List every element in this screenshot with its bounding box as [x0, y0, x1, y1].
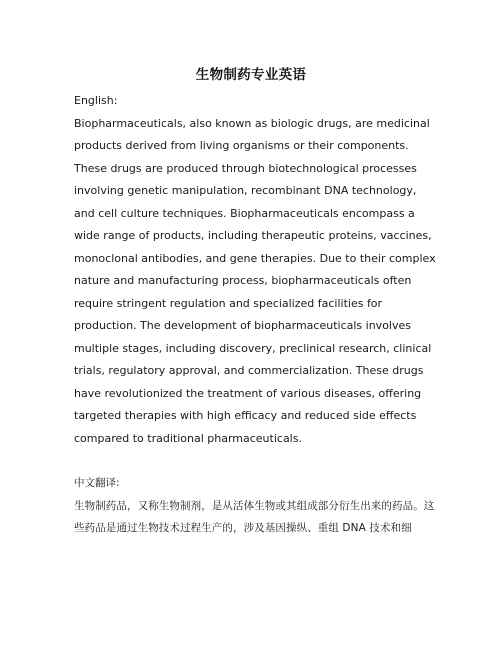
english-paragraph: Biopharmaceuticals, also known as biologic drugs, are medicinal products derived from living organisms or their components. These drugs are produced through biotechnological processes involving genetic manipulation, recombinant DNA technology, and cell culture techniques. Biopharmaceuticals encompass a wide range of products, including therapeutic proteins, vaccines, monoclonal antibodies, and gene therapies. Due to their complex nature and manufacturing process, biopharmaceuticals often require stringent regulation and specialized facilities for production. The development of biopharmaceuticals involves multiple stages, including discovery, preclinical research, clinical trials, regulatory approval, and commercialization. These drugs have revolutionized the treatment of various diseases, offering targeted therapies with high efficacy and reduced side effects compared to traditional pharmaceuticals.	[74, 116, 436, 445]
section-spacer	[74, 450, 439, 472]
document-body	[74, 90, 439, 540]
english-label: English:	[74, 94, 118, 107]
chinese-paragraph: 生物制药品，又称生物制剂，是从活体生物或其组成部分衍生出来的药品。这些药品是通过生物技术过程生产的，涉及基因操纵、重组 DNA 技术和细	[74, 499, 435, 534]
chinese-label: 中文翻译:	[74, 477, 120, 489]
document-title: 生物制药专业英语	[195, 67, 307, 83]
